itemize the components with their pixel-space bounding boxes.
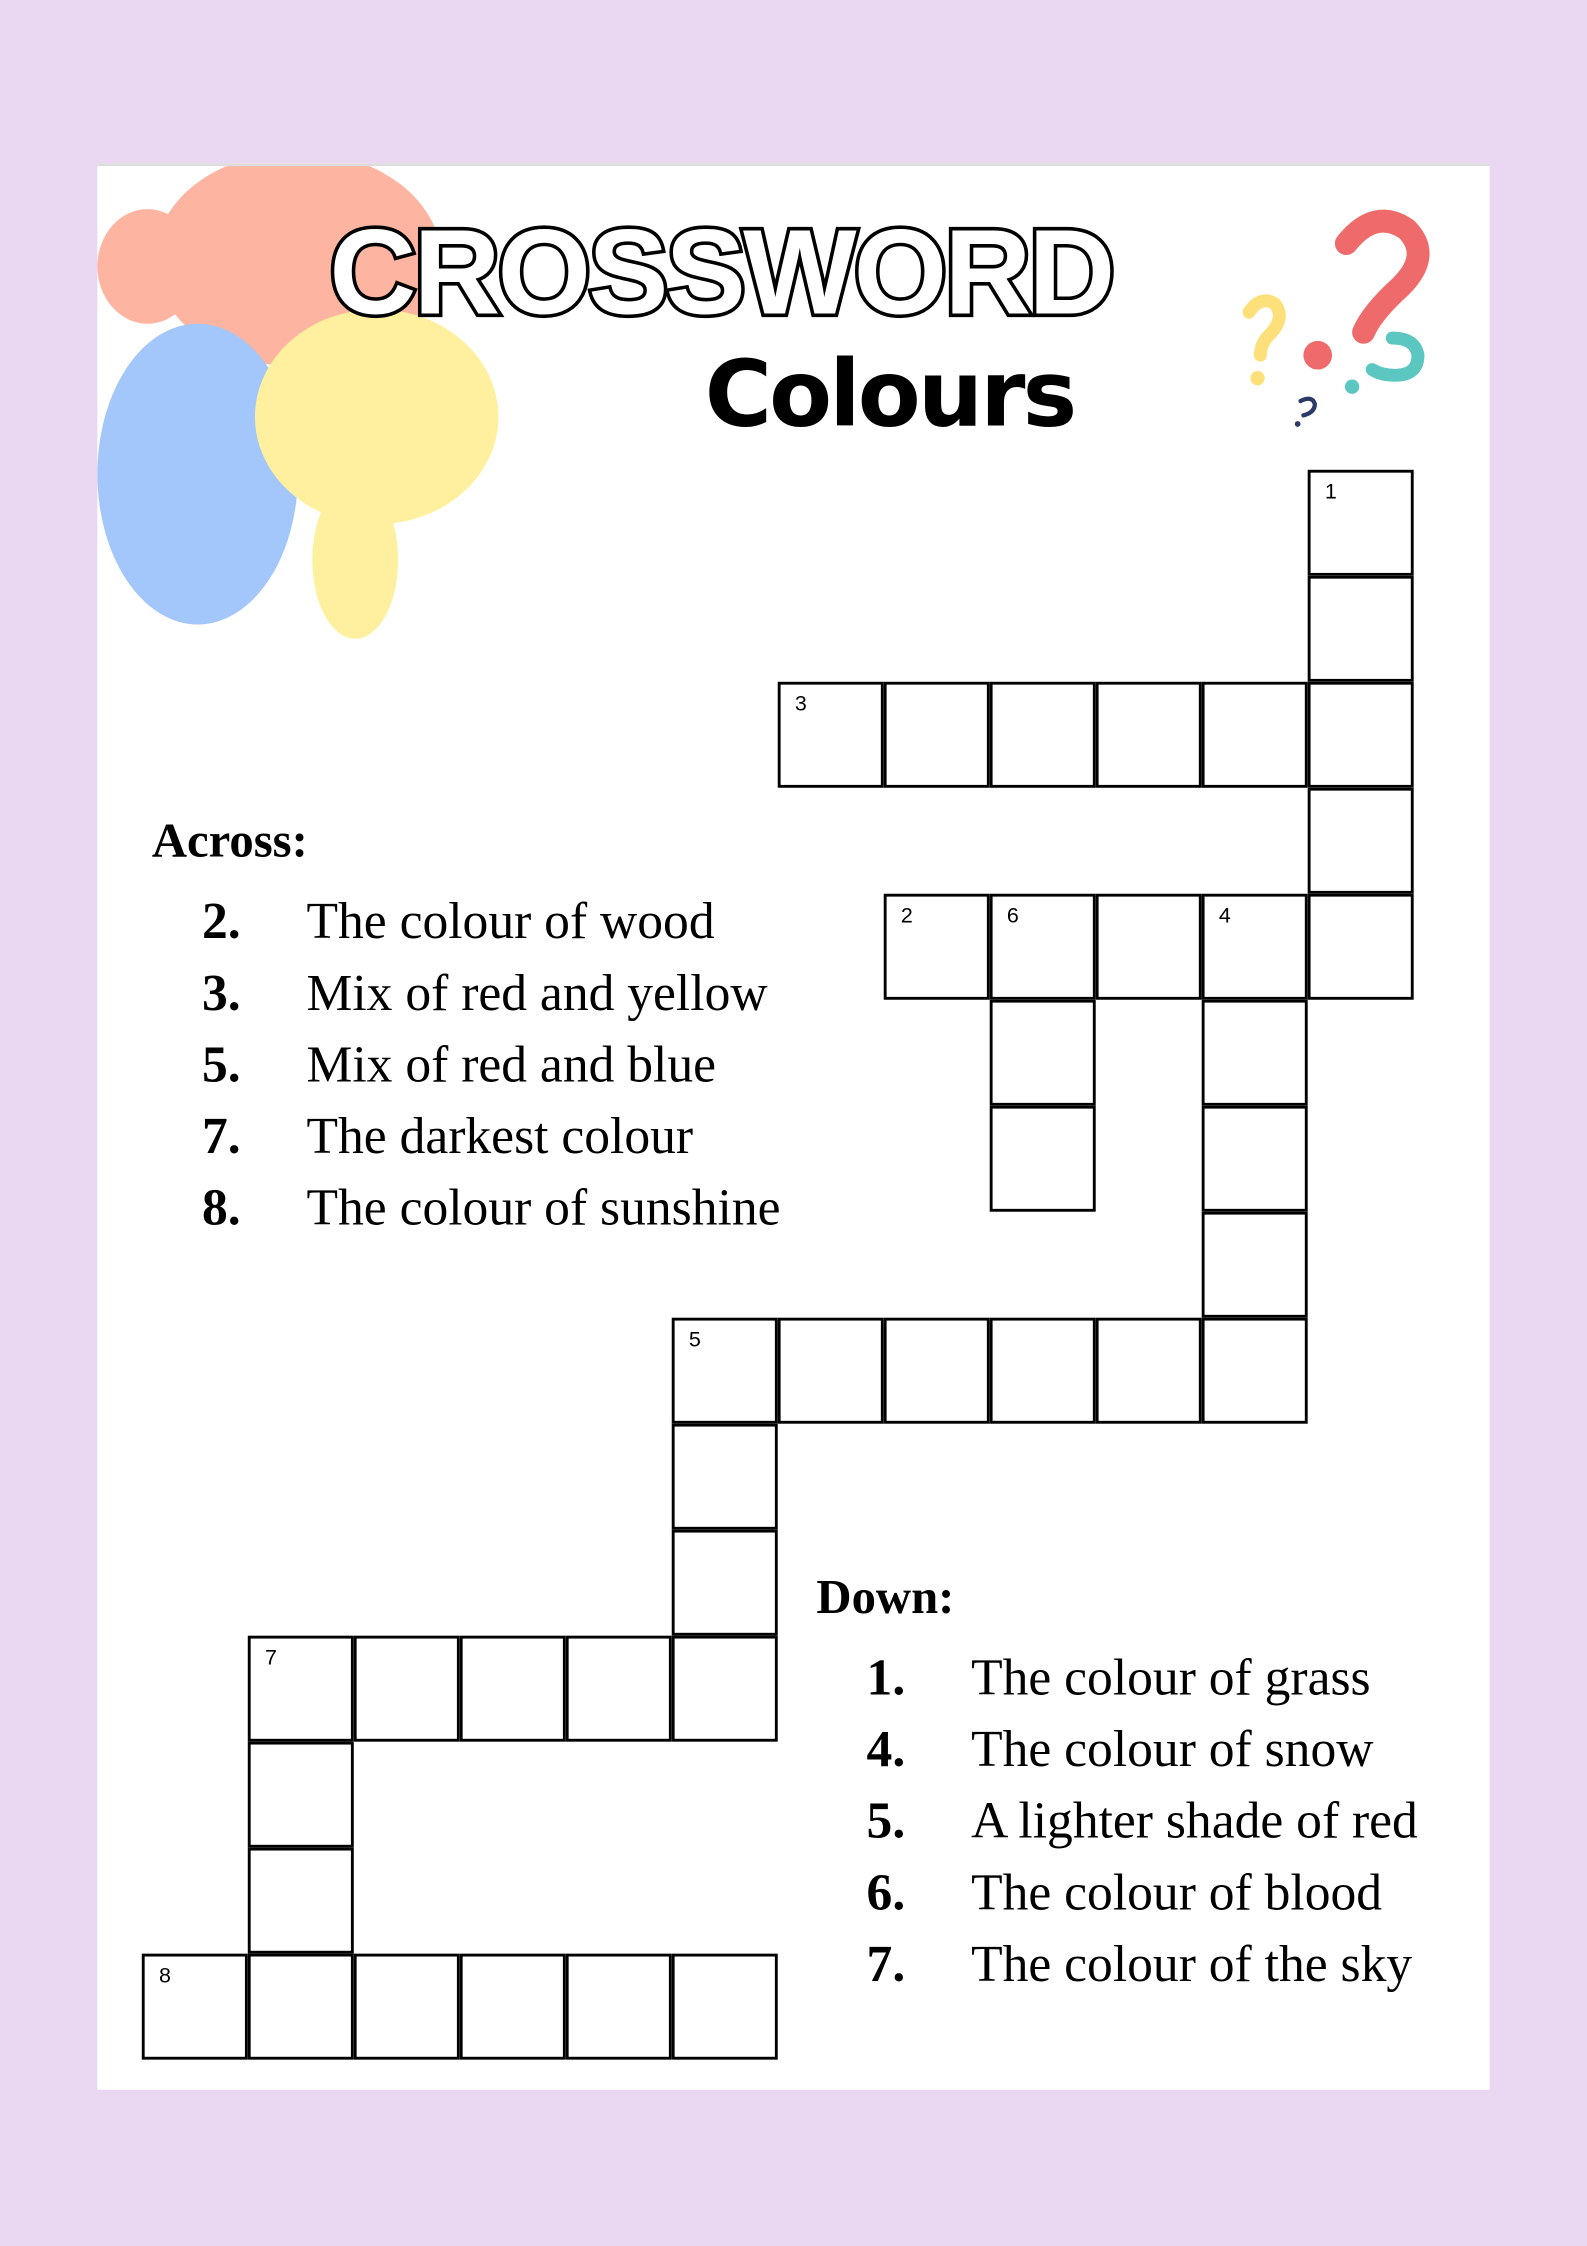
crossword-cell[interactable] — [354, 1636, 460, 1742]
question-mark-dot — [1250, 371, 1264, 385]
clue-text: The darkest colour — [306, 1107, 694, 1165]
clue-number: 3 — [794, 691, 807, 717]
clue-item — [152, 957, 781, 1029]
crossword-cell[interactable] — [566, 1954, 672, 2060]
clue-number: 6 — [1006, 903, 1019, 929]
crossword-cell[interactable] — [990, 1318, 1096, 1424]
across-heading: Across: — [151, 814, 308, 868]
clue-text: The colour of sunshine — [306, 1178, 781, 1237]
crossword-cell[interactable] — [1096, 1318, 1202, 1424]
question-mark-icon — [1372, 338, 1418, 375]
clue-text: The colour of blood — [971, 1863, 1383, 1921]
question-mark-icon — [1346, 221, 1418, 332]
crossword-cell[interactable] — [1202, 682, 1308, 788]
clue-item — [816, 1641, 1417, 1713]
crossword-cell[interactable] — [884, 682, 990, 788]
question-mark-dot — [1303, 341, 1332, 370]
clue-number: 5 — [688, 1327, 701, 1353]
across-clues — [152, 814, 781, 1244]
clue-number: 4. — [866, 1720, 906, 1778]
page-subtitle: Colours — [704, 342, 1075, 449]
clue-text: The colour of the sky — [971, 1935, 1413, 1993]
question-mark-dot — [1295, 421, 1301, 427]
clue-number: 5. — [866, 1791, 906, 1850]
crossword-cell[interactable] — [1308, 894, 1414, 1000]
question-mark-icon — [1301, 399, 1315, 416]
crossword-cell[interactable] — [1308, 470, 1414, 576]
clue-text: Mix of red and blue — [306, 1035, 717, 1093]
clue-number: 4 — [1218, 903, 1231, 929]
crossword-cell[interactable] — [672, 1424, 778, 1530]
clue-item — [152, 1172, 781, 1244]
down-clues — [816, 1570, 1417, 2000]
clue-number: 2. — [201, 892, 241, 950]
question-marks-icon — [1232, 201, 1447, 430]
crossword-cell[interactable] — [566, 1636, 672, 1742]
crossword-cell[interactable] — [990, 894, 1096, 1000]
clue-item — [816, 1856, 1417, 1928]
crossword-cell[interactable] — [778, 682, 884, 788]
crossword-cell[interactable] — [460, 1636, 566, 1742]
crossword-cell[interactable] — [672, 1318, 778, 1424]
question-mark-dot — [1345, 380, 1359, 394]
crossword-cell[interactable] — [1308, 576, 1414, 682]
clue-text: Mix of red and yellow — [306, 963, 768, 1022]
clue-number: 2 — [900, 903, 913, 929]
crossword-cell[interactable] — [1202, 894, 1308, 1000]
crossword-cell[interactable] — [1096, 682, 1202, 788]
crossword-cell[interactable] — [248, 1954, 354, 2060]
crossword-cell[interactable] — [884, 1318, 990, 1424]
clue-number: 7. — [866, 1935, 906, 1993]
crossword-cell[interactable] — [248, 1848, 354, 1954]
clue-number: 8 — [158, 1963, 171, 1989]
clue-item — [152, 885, 781, 957]
crossword-cell[interactable] — [778, 1318, 884, 1424]
clue-number: 8. — [201, 1178, 241, 1237]
crossword-cell[interactable] — [1308, 788, 1414, 894]
clue-item — [816, 1713, 1417, 1785]
clue-text: A lighter shade of red — [971, 1791, 1418, 1850]
crossword-cell[interactable] — [1096, 894, 1202, 1000]
clue-item — [816, 1785, 1417, 1857]
crossword-cell[interactable] — [248, 1636, 354, 1742]
crossword-cell[interactable] — [884, 894, 990, 1000]
clue-number: 7. — [201, 1107, 241, 1165]
clue-number: 1 — [1324, 479, 1337, 505]
clue-text: The colour of snow — [971, 1720, 1374, 1778]
crossword-cell[interactable] — [990, 682, 1096, 788]
crossword-cell[interactable] — [142, 1954, 248, 2060]
clue-text: The colour of grass — [971, 1648, 1371, 1706]
crossword-cell[interactable] — [354, 1954, 460, 2060]
crossword-cell[interactable] — [1202, 1212, 1308, 1318]
crossword-cell[interactable] — [248, 1742, 354, 1848]
crossword-cell[interactable] — [672, 1636, 778, 1742]
question-mark-icon — [1249, 301, 1279, 355]
crossword-cell[interactable] — [1202, 1318, 1308, 1424]
clue-item — [152, 1100, 781, 1172]
clue-number: 6. — [866, 1863, 906, 1921]
crossword-cell[interactable] — [672, 1530, 778, 1636]
down-heading: Down: — [816, 1571, 955, 1625]
clue-item — [152, 1028, 781, 1100]
clue-text: The colour of wood — [306, 892, 715, 950]
crossword-cell[interactable] — [990, 1000, 1096, 1106]
clue-item — [816, 1928, 1417, 2000]
clue-number: 7 — [264, 1645, 277, 1671]
page-title: CROSSWORD — [329, 204, 1113, 340]
crossword-cell[interactable] — [1202, 1106, 1308, 1212]
clue-number: 5. — [201, 1035, 241, 1093]
crossword-cell[interactable] — [1308, 682, 1414, 788]
crossword-cell[interactable] — [990, 1106, 1096, 1212]
clue-number: 1. — [866, 1648, 906, 1706]
crossword-cell[interactable] — [672, 1954, 778, 2060]
crossword-cell[interactable] — [1202, 1000, 1308, 1106]
crossword-cell[interactable] — [460, 1954, 566, 2060]
clue-number: 3. — [201, 963, 241, 1022]
